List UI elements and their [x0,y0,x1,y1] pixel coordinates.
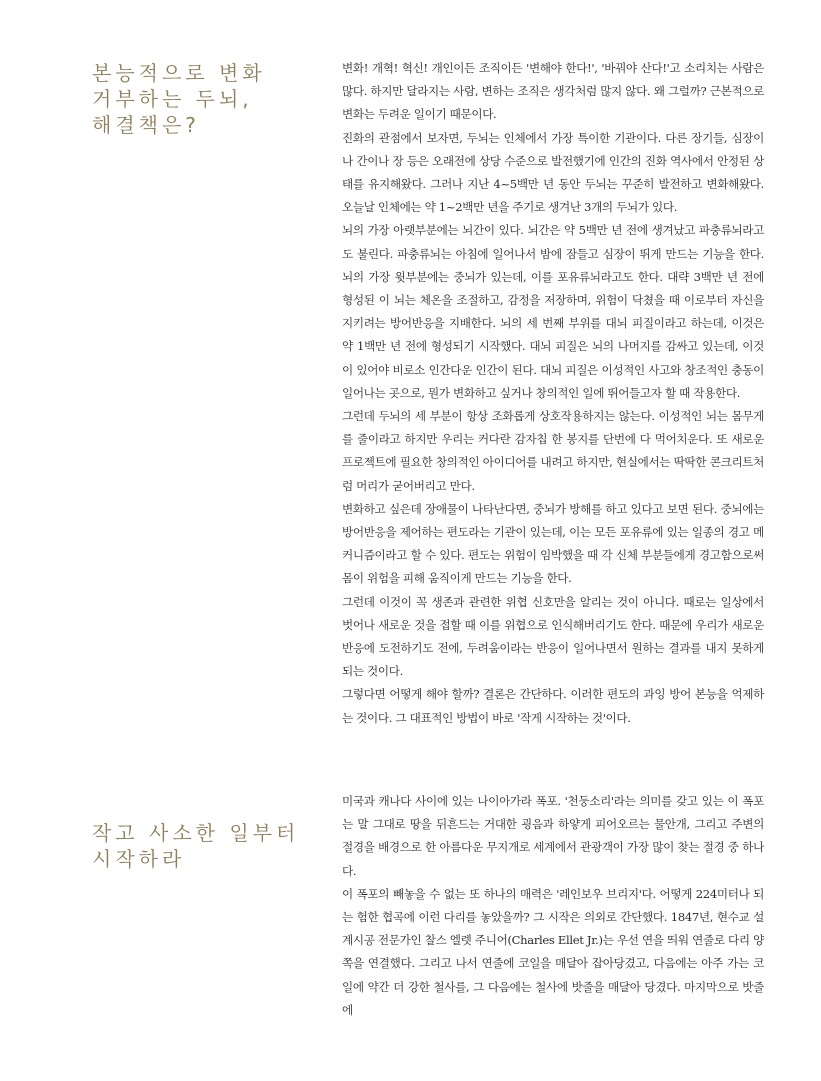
heading-line: 해결책은? [92,113,200,137]
section-heading-start-small [92,820,302,872]
paragraph: 그런데 이것이 꼭 생존과 관련한 위협 신호만을 알리는 것이 아니다. 때로는 일상에서 벗어나 새로운 것을 접할 때 이를 위협으로 인식해버리기도 한다. 때문에 우리가 새로운 반응에 도전하기도 전에, 두려움이라는 반응이 일어나면서 원하는 결과를 내지 못하게 되는 것이다. [342,594,764,679]
paragraph: 변화! 개혁! 혁신! 개인이든 조직이든 '변해야 한다!', '바꿔야 산다!'고 소리치는 사람은 많다. 하지만 달라지는 사람, 변하는 조직은 생각처럼 많지 않다. 왜 그럴까? 근본적으로 변화는 두려운 일이기 때문이다. [342,61,764,122]
section-body-brain [342,57,764,730]
section-heading-brain [92,60,302,138]
paragraph: 그렇다면 어떻게 해야 할까? 결론은 간단하다. 이러한 편도의 과잉 방어 본능을 억제하는 것이다. 그 대표적인 방법이 바로 '작게 시작하는 것'이다. [342,687,764,725]
paragraph: 이 폭포의 빼놓을 수 없는 또 하나의 매력은 '레인보우 브리지'다. 어떻게 224미터나 되는 험한 협곡에 이런 다리를 놓았을까? 그 시작은 의외로 간단했다. 1847년, 현수교 설계시공 전문가인 찰스 엘렛 주니어(Charles Ellet Jr.)는 우선 연을 띄워 연줄로 다리 양쪽을 연결했다. 그리고 나서 연줄에 코일을 매달아 잡아당겼고, 다음에는 아주 가는 코일에 약간 더 강한 철사를, 그 다음에는 철사에 밧줄을 매달아 당겼다. 마지막으로 밧줄에 [342,886,764,1017]
paragraph: 진화의 관점에서 보자면, 두뇌는 인체에서 가장 특이한 기관이다. 다른 장기들, 심장이나 간이나 장 등은 오래전에 상당 수준으로 발전했기에 인간의 진화 역사에서 안정된 상태를 유지해왔다. 그러나 지난 4~5백만 년 동안 두뇌는 꾸준히 발전하고 변화해왔다. 오늘날 인체에는 약 1~2백만 년을 주기로 생겨난 3개의 두뇌가 있다. [342,130,764,215]
heading-line: 시작하라 [92,847,186,871]
paragraph: 변화하고 싶은데 장애물이 나타난다면, 중뇌가 방해를 하고 있다고 보면 된다. 중뇌에는 방어반응을 제어하는 편도라는 기관이 있는데, 이는 모든 포유류에 있는 일종의 경고 메커니즘이라고 할 수 있다. 편도는 위험이 임박했을 때 각 신체 부분들에게 경고함으로써 몸이 위험을 피해 움직이게 만드는 기능을 한다. [342,501,764,586]
heading-line: 거부하는 두뇌, [92,87,253,111]
paragraph: 미국과 캐나다 사이에 있는 나이아가라 폭포. '천둥소리'라는 의미를 갖고 있는 이 폭포는 말 그대로 땅을 뒤흔드는 거대한 굉음과 하얗게 피어오르는 물안개, 그리고 주변의 절경을 배경으로 한 아름다운 무지개로 세계에서 관광객이 가장 많이 찾는 절경 중 하나다. [342,794,764,878]
paragraph: 뇌의 가장 아랫부분에는 뇌간이 있다. 뇌간은 약 5백만 년 전에 생겨났고 파충류뇌라고도 불린다. 파충류뇌는 아침에 일어나서 밤에 잠들고 심장이 뛰게 만드는 기능을 한다. 뇌의 가장 윗부분에는 중뇌가 있는데, 이를 포유류뇌라고도 한다. 대략 3백만 년 전에 형성된 이 뇌는 체온을 조절하고, 감정을 저장하며, 위험이 닥쳤을 때 이로부터 자신을 지키려는 방어반응을 지배한다. 뇌의 세 번째 부위를 대뇌 피질이라고 하는데, 이것은 약 1백만 년 전에 형성되기 시작했다. 대뇌 피질은 뇌의 나머지를 감싸고 있는데, 이것이 있어야 비로소 인간다운 인간이 된다. 대뇌 피질은 이성적인 사고와 창조적인 충동이 일어나는 곳으로, 뭔가 변화하고 싶거나 창의적인 일에 뛰어들고자 할 때 작용한다. [342,223,764,400]
paragraph: 그런데 두뇌의 세 부분이 항상 조화롭게 상호작용하지는 않는다. 이성적인 뇌는 몸무게를 줄이라고 하지만 우리는 커다란 감자칩 한 봉지를 단번에 다 먹어치운다. 또 새로운 프로젝트에 필요한 창의적인 아이디어를 내려고 하지만, 현실에서는 딱딱한 콘크리트처럼 머리가 굳어버리고 만다. [342,409,764,493]
heading-line: 작고 사소한 일부터 [92,821,300,845]
section-body-start-small [342,790,764,1022]
heading-line: 본능적으로 변화 [92,61,266,85]
